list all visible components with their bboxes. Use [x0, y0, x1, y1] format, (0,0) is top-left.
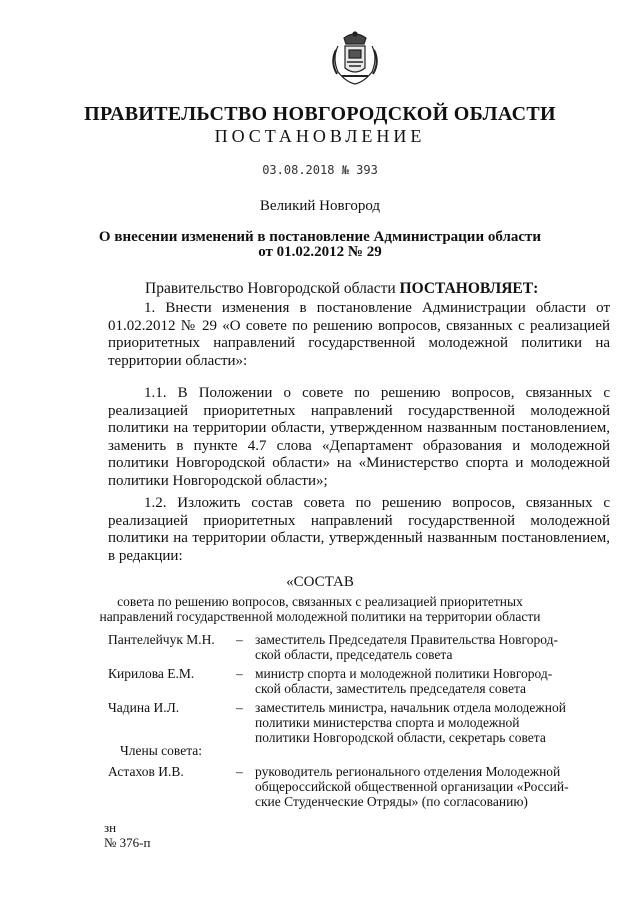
- paragraph-1-2: [108, 495, 610, 565]
- member-description-line: заместитель министра, начальник отдела молодежной: [255, 700, 566, 715]
- member-dash: –: [236, 700, 243, 715]
- footer-initials: зн: [104, 820, 117, 835]
- member-description: [255, 632, 615, 662]
- paragraph-1-text: 1. Внести изменения в постановление Администрации области от 01.02.2012 № 29 «О совете по решению вопросов, связанных с реализацией приоритетных направлений государственной молодежной политики на территории области»:: [108, 300, 610, 369]
- paragraph-1-1: [108, 385, 610, 490]
- member-description-line: заместитель Председателя Правительства Новгород-: [255, 632, 558, 647]
- member-description-line: ские Студенческие Отряды» (по согласованию): [255, 794, 528, 809]
- lead-text: Правительство Новгородской области: [145, 280, 400, 297]
- decree-lead: [145, 280, 615, 298]
- composition-subtitle-line-2: направлений государственной молодежной политики на территории области: [99, 609, 541, 624]
- member-description-line: политики министерства спорта и молодежной: [255, 715, 520, 730]
- document-subject: [0, 230, 640, 260]
- member-name: Кирилова Е.М.: [108, 666, 195, 681]
- member-description-line: общероссийской общественной организации «Россий-: [255, 779, 569, 794]
- member-name: Чадина И.Л.: [108, 700, 180, 715]
- member-name: Астахов И.В.: [108, 764, 184, 779]
- document-type: ПОСТАНОВЛЕНИЕ: [214, 126, 426, 146]
- city: Великий Новгород: [259, 198, 381, 214]
- member-description-line: руководитель регионального отделения Молодежной: [255, 764, 561, 779]
- date-number: 03.08.2018 № 393: [262, 163, 378, 177]
- coat-of-arms-icon: [330, 28, 380, 86]
- lead-bold: ПОСТАНОВЛЯЕТ:: [399, 280, 539, 297]
- member-description-line: министр спорта и молодежной политики Новгород-: [255, 666, 553, 681]
- member-description-line: политики Новгородской области, секретарь совета: [255, 730, 546, 745]
- members-heading: Члены совета:: [120, 743, 203, 758]
- footer-number: № 376-п: [104, 835, 151, 850]
- member-description: [255, 666, 615, 696]
- member-dash: –: [236, 764, 243, 779]
- composition-subtitle-line-1: совета по решению вопросов, связанных с реализацией приоритетных: [117, 594, 523, 609]
- member-description: [255, 764, 615, 809]
- member-dash: –: [236, 666, 243, 681]
- member-description-line: ской области, председатель совета: [255, 647, 453, 662]
- composition-subtitle: [0, 594, 640, 624]
- government-title: ПРАВИТЕЛЬСТВО НОВГОРОДСКОЙ ОБЛАСТИ: [84, 103, 556, 125]
- member-description: [255, 700, 615, 745]
- composition-title: «СОСТАВ: [286, 574, 354, 590]
- paragraph-1-1-text: 1.1. В Положении о совете по решению вопросов, связанных с реализацией приоритетных направлений государственной молодежной политики на территории области, утвержденном названным постановлением, заменить в пункте 4.7 слова «Департамент образования и молодежной политики Новгородской области» на «Министерство спорта и молодежной политики Новгородской области»;: [108, 385, 610, 489]
- member-dash: –: [236, 632, 243, 647]
- paragraph-1-2-text: 1.2. Изложить состав совета по решению вопросов, связанных с реализацией приоритетных направлений государственной молодежной политики на территории области, утвержденный названным постановлением, в редакции:: [108, 495, 610, 564]
- footer-note: [104, 820, 150, 850]
- paragraph-1: [108, 300, 610, 370]
- subject-line-1: О внесении изменений в постановление Администрации области: [98, 229, 542, 245]
- member-name: Пантелейчук М.Н.: [108, 632, 215, 647]
- subject-line-2: от 01.02.2012 № 29: [258, 244, 382, 260]
- member-description-line: ской области, заместитель председателя совета: [255, 681, 527, 696]
